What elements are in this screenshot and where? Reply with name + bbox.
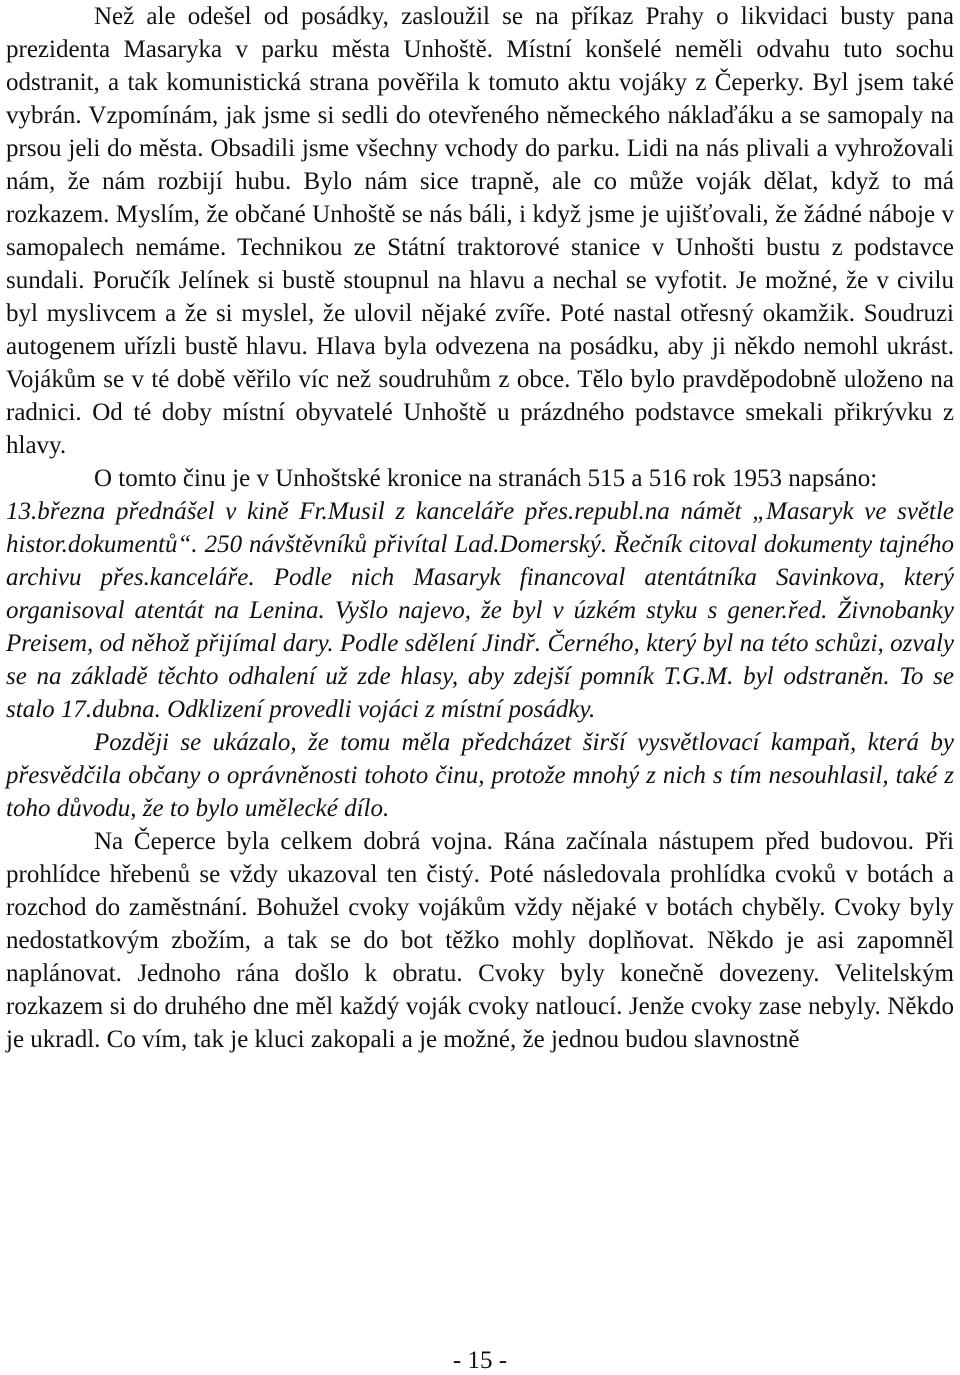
paragraph-ceperka-service: Na Čeperce byla celkem dobrá vojna. Rána začínala nástupem před budovou. Při prohlídce hřebenů se vždy ukazoval ten čistý. Poté následovala prohlídka cvoků v botách a rozchod do zaměstnání. Bohužel cvoky vojákům vždy nějaké v botách chyběly. Cvoky byly nedostatkovým zbožím, a tak se do bot těžko mohly doplňovat. Někdo je asi zapomněl naplánovat. Jednoho rána došlo k obratu. Cvoky byly konečně dovezeny. Velitelským rozkazem si do druhého dne měl každý voják cvoky natloucí. Jenže cvoky zase nebyly. Někdo je ukradl. Co vím, tak je kluci zakopali a je možné, že jednou budou slavnostně <box>6 828 954 1053</box>
paragraph-chronicle-quote: 13.března přednášel v kině Fr.Musil z kanceláře přes.republ.na námět „Masaryk ve světle histor.dokumentů“. 250 návštěvníků přivítal Lad.Domerský. Řečník citoval dokumenty tajného archivu přes.kanceláře. Podle nich Masaryk financoval atentátníka Savinkova, který organisoval atentát na Lenina. Vyšlo najevo, že byl v úzkém styku s gener.řed. Živnobanky Preisem, od něhož přijímal dary. Podle sdělení Jindř. Černého, který byl na této schůzi, ozvaly se na základě těchto odhalení už zde hlasy, aby zdejší pomník T.G.M. byl odstraněn. To se stalo 17.dubna. Odklizení provedli vojáci z místní posádky. <box>6 498 954 723</box>
page-number: - 15 - <box>452 1347 508 1374</box>
paragraph-chronicle-later: Později se ukázalo, že tomu měla předcházet širší vysvětlovací kampaň, která by přesvědčila občany o oprávněnosti tohoto činu, protože mnohý z nich s tím nesouhlasil, také z toho důvodu, že to bylo umělecké dílo. <box>6 729 954 822</box>
paragraph-chronicle-intro: O tomto činu je v Unhoštské kronice na stranách 515 a 516 rok 1953 napsáno: <box>94 465 878 492</box>
page-body <box>6 0 954 1056</box>
paragraph-bust-removal: Než ale odešel od posádky, zasloužil se na příkaz Prahy o likvidaci busty pana prezidenta Masaryka v parku města Unhoště. Místní konšelé neměli odvahu tuto sochu odstranit, a tak komunistická strana pověřila k tomuto aktu vojáky z Čeperky. Byl jsem také vybrán. Vzpomínám, jak jsme si sedli do otevřeného německého náklaďáku a se samopaly na prsou jeli do města. Obsadili jsme všechny vchody do parku. Lidi na nás plivali a vyhrožovali nám, že nám rozbijí hubu. Bylo nám sice trapně, ale co může voják dělat, když to má rozkazem. Myslím, že občané Unhoště se nás báli, i když jsme je ujišťovali, že žádné náboje v samopalech nemáme. Technikou ze Státní traktorové stanice v Unhošti bustu z podstavce sundali. Poručík Jelínek si bustě stoupnul na hlavu a nechal se vyfotit. Je možné, že v civilu byl myslivcem a že si myslel, že ulovil nějaké zvíře. Poté nastal otřesný okamžik. Soudruzi autogenem uřízli bustě hlavu. Hlava byla odvezena na posádku, aby ji někdo nemohl ukrást. Vojákům se v té době věřilo víc než soudruhům z obce. Tělo bylo pravděpodobně uloženo na radnici. Od té doby místní obyvatelé Unhoště u prázdného podstavce smekali přikrývku z hlavy. <box>6 3 954 459</box>
